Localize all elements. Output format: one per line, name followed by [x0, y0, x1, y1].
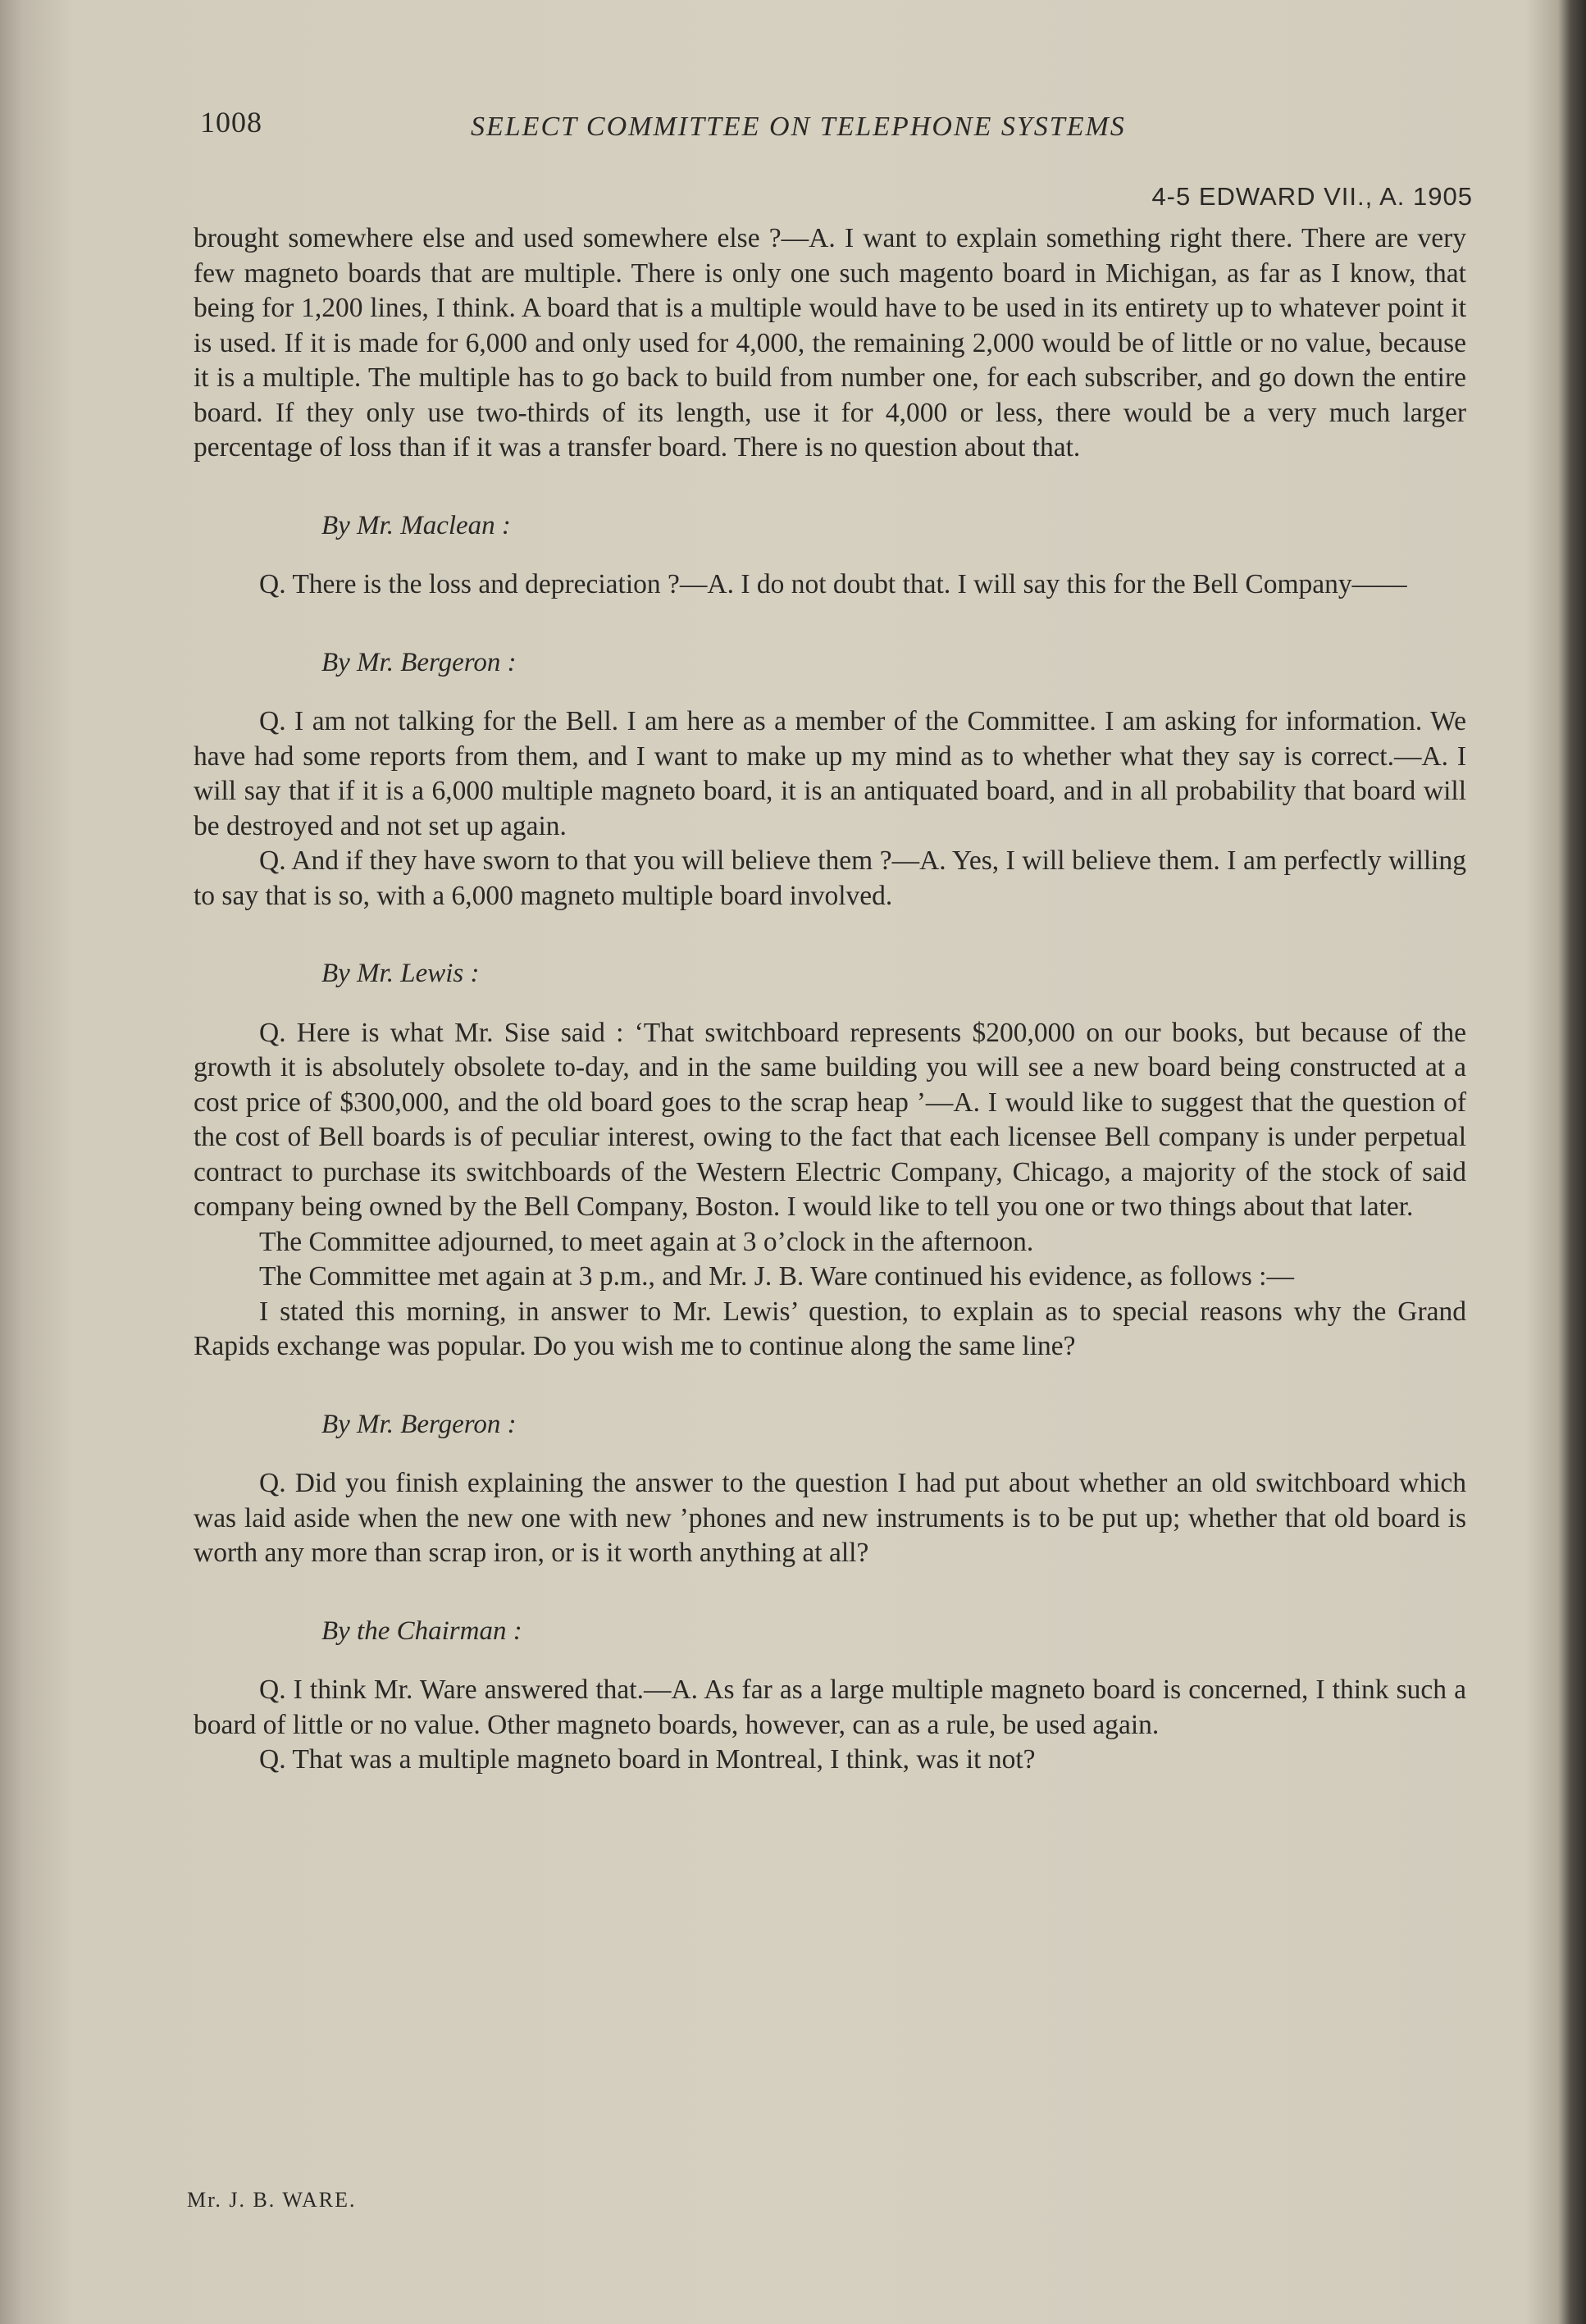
speaker-heading: By the Chairman :: [321, 1615, 522, 1646]
speaker-heading: By Mr. Maclean :: [321, 510, 511, 540]
speaker-heading: By Mr. Bergeron :: [321, 1409, 517, 1439]
paragraph: Q. There is the loss and depreciation ?—A. I do not doubt that. I will say this for the Bell Company——: [259, 569, 1407, 599]
paragraph: Q. Here is what Mr. Sise said : ‘That switchboard represents $200,000 on our books, but because of the growth it is absolutely obsolete to-day, and in the same building you will see a new board being constructed at a cost price of $300,000, and the old board goes to the scrap heap ’—A. I would like to suggest that the question of the cost of Bell boards is of peculiar interest, owing to the fact that each licensee Bell company is under perpetual contract to purchase its switchboards of the Western Electric Company, Chicago, a majority of the stock of said company being owned by the Bell Company, Boston. I would like to tell you one or two things about that later.: [194, 1017, 1466, 1222]
body-text: [194, 221, 1466, 1778]
running-head: [200, 105, 1473, 211]
paragraph: brought somewhere else and used somewhere else ?—A. I want to explain something right there. There are very few magneto boards that are multiple. There is only one such magento board in Michigan, as far as I know, that being for 1,200 lines, I think. A board that is a multiple would have to be used in its entirety up to whatever point it is used. If it is made for 6,000 and only used for 4,000, the remaining 2,000 would be of little or no value, because it is a multiple. The multiple has to go back to build from number one, for each subscriber, and go down the entire board. If they only use two-thirds of its length, use it for 4,000 or less, there would be a very much larger percentage of loss than if it was a transfer board. There is no question about that.: [194, 223, 1466, 463]
paragraph: The Committee adjourned, to meet again at 3 o’clock in the afternoon.: [259, 1226, 1034, 1257]
witness-footer: Mr. J. B. WARE.: [187, 2188, 357, 2212]
running-title: SELECT COMMITTEE ON TELEPHONE SYSTEMS: [471, 112, 1126, 142]
paragraph: The Committee met again at 3 p.m., and Mr. J. B. Ware continued his evidence, as follows :—: [259, 1261, 1294, 1292]
paragraph: I stated this morning, in answer to Mr. Lewis’ question, to explain as to special reasons why the Grand Rapids exchange was popular. Do you wish me to continue along the same line?: [194, 1296, 1466, 1361]
session-label: 4-5 EDWARD VII., A. 1905: [1151, 182, 1473, 211]
speaker-heading: By Mr. Bergeron :: [321, 647, 517, 677]
paragraph: Q. I am not talking for the Bell. I am here as a member of the Committee. I am asking for information. We have had some reports from them, and I want to make up my mind as to whether what they say is correct.—A. I will say that if it is a 6,000 multiple magneto board, it is an antiquated board, and in all probability that board will be destroyed and not set up again.: [194, 706, 1466, 841]
page-number: 1008: [200, 106, 262, 139]
speaker-heading: By Mr. Lewis :: [321, 959, 480, 988]
paragraph: Q. And if they have sworn to that you will believe them ?—A. Yes, I will believe them. I am perfectly willing to say that is so, with a 6,000 magneto multiple board involved.: [194, 845, 1466, 911]
paragraph: Q. Did you finish explaining the answer to the question I had put about whether an old switchboard which was laid aside when the new one with new ’phones and new instruments is to be put up; whether that old board is worth any more than scrap iron, or is it worth anything at all?: [194, 1468, 1466, 1568]
paragraph: Q. I think Mr. Ware answered that.—A. As far as a large multiple magneto board is concerned, I think such a board of little or no value. Other magneto boards, however, can as a rule, be used again.: [194, 1675, 1466, 1740]
paragraph: Q. That was a multiple magneto board in Montreal, I think, was it not?: [259, 1744, 1036, 1775]
